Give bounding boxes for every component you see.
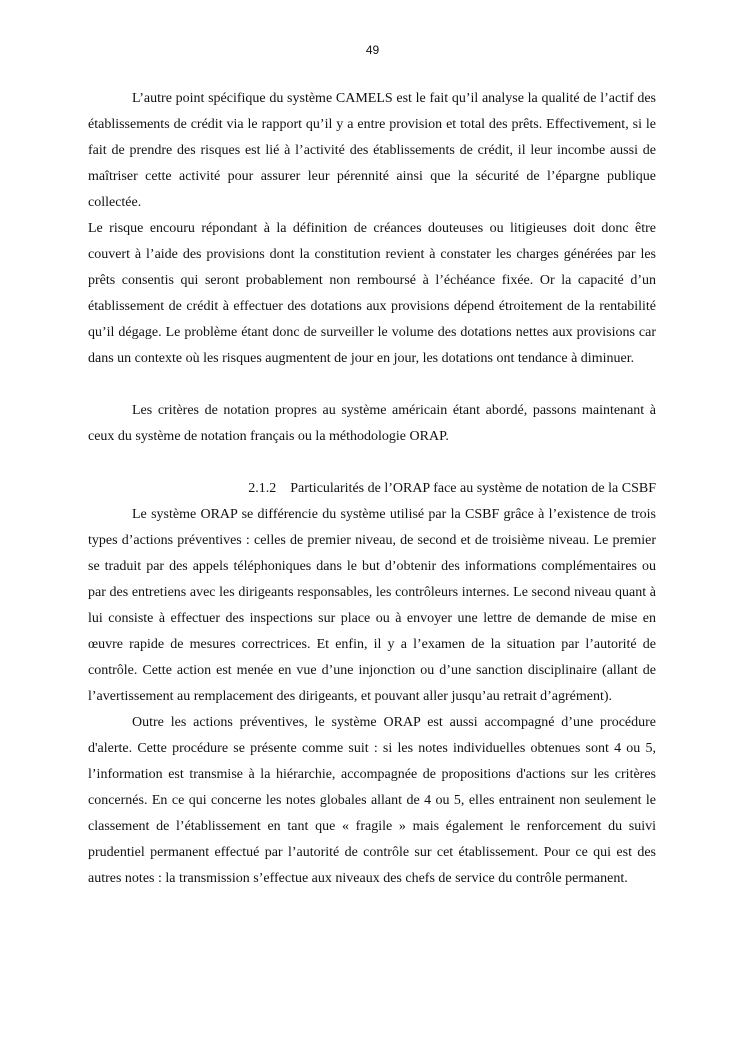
section-heading-number: 2.1.2 xyxy=(248,481,277,496)
paragraph-preventive-actions: Le système ORAP se différencie du système utilisé par la CSBF grâce à l’existence de trois types d’actions préventives : celles de premier niveau, de second et de troisième niveau. Le premier se traduit par des appels téléphoniques dans le but d’obtenir des informations complémentaires ou par des entretiens avec les dirigeants responsables, les contrôleurs internes. Le second niveau quant à lui consiste à effectuer des inspections sur place ou à envoyer une lettre de demande de mise en œuvre rapide de mesures correctrices. Et enfin, il y a l’examen de la situation par l’autorité de contrôle. Cette action est menée en vue d’une injonction ou d’une sanction disciplinaire (allant de l’avertissement au remplacement des dirigeants, et pouvant aller jusqu’au retrait d’agrément). xyxy=(88,507,656,704)
paragraph-transition-orap: Les critères de notation propres au système américain étant abordé, passons maintenant à ceux du système de notation français ou la méthodologie ORAP. xyxy=(88,403,656,444)
paragraph-risk-provisions: Le risque encouru répondant à la définition de créances douteuses ou litigieuses doit donc être couvert à l’aide des provisions dont la constitution revient à constater les charges générées par les prêts consentis qui seront probablement non remboursé à l’échéance fixée. Or la capacité d’un établissement de crédit à effectuer des dotations aux provisions dépend étroitement de la rentabilité qu’il dégage. Le problème étant donc de surveiller le volume des dotations nettes aux provisions car dans un contexte où les risques augmentent de jour en jour, les dotations ont tendance à diminuer. xyxy=(88,221,656,366)
section-heading xyxy=(88,476,656,502)
paragraph-spacer xyxy=(88,372,656,398)
document-body xyxy=(88,86,656,892)
page-number: 49 xyxy=(365,43,380,57)
paragraph-alert-procedure: Outre les actions préventives, le système ORAP est aussi accompagné d’une procédure d'alerte. Cette procédure se présente comme suit : si les notes individuelles obtenues sont 4 ou 5, l’information est transmise à la hiérarchie, accompagnée de propositions d'actions sur les critères concernés. En ce qui concerne les notes globales allant de 4 ou 5, elles entrainent non seulement le classement de l’établissement en tant que « fragile » mais également le renforcement du suivi prudentiel permanent effectué par l’autorité de contrôle sur cet établissement. Pour ce qui est des autres notes : la transmission s’effectue aux niveaux des chefs de service du contrôle permanent. xyxy=(88,715,656,886)
section-heading-text: Particularités de l’ORAP face au système de notation de la CSBF xyxy=(290,481,656,496)
paragraph-spacer xyxy=(88,450,656,476)
paragraph-camels-asset-quality: L’autre point spécifique du système CAMELS est le fait qu’il analyse la qualité de l’actif des établissements de crédit via le rapport qu’il y a entre provision et total des prêts. Effectivement, si le fait de prendre des risques est lié à l’activité des établissements de crédit, il leur incombe aussi de maîtriser cette activité pour assurer leur pérennité ainsi que la sécurité de l’épargne publique collectée. xyxy=(88,91,656,210)
